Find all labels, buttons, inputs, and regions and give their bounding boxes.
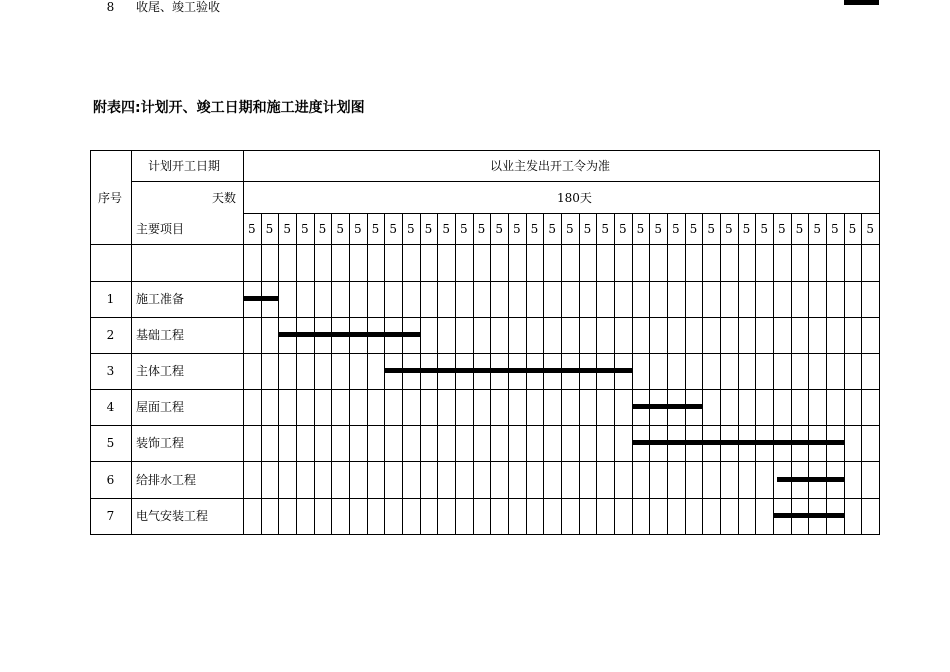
row-divider (90, 461, 880, 462)
row-divider (90, 353, 880, 354)
days-value: 180天 (557, 191, 592, 205)
progress-bar (278, 332, 419, 337)
item-header: 主要项目 (136, 222, 185, 236)
day-header-cell: 5 (530, 222, 539, 236)
grid-column-line (349, 213, 350, 535)
row-divider (90, 281, 880, 282)
day-header-cell: 5 (548, 222, 556, 236)
day-header-cell: 5 (336, 222, 344, 236)
day-header-cell: 5 (619, 222, 627, 236)
grid-column-line (844, 213, 845, 535)
day-header-cell: 5 (442, 222, 450, 236)
row-number: 2 (106, 328, 115, 342)
day-header-cell: 5 (760, 222, 768, 236)
day-header-cell: 5 (513, 222, 521, 236)
row-item-name: 收尾、竣工验收 (136, 0, 221, 14)
start-date-value: 以业主发出开工令为准 (490, 159, 611, 173)
day-header-cell: 5 (848, 222, 857, 236)
progress-bar (384, 368, 631, 373)
row-number: 1 (106, 292, 115, 306)
grid-column-line (826, 213, 827, 535)
row-divider (90, 498, 880, 499)
row-item-name: 电气安装工程 (136, 509, 209, 523)
day-header-cell: 5 (795, 222, 804, 236)
row-number: 8 (106, 0, 115, 14)
page-title: 附表四:计划开、竣工日期和施工进度计划图 (93, 100, 365, 116)
grid-column-line (508, 213, 509, 535)
day-header-cell: 5 (301, 222, 309, 236)
row-divider (90, 389, 880, 390)
day-header-cell: 5 (689, 222, 698, 236)
row-number: 4 (106, 400, 115, 414)
day-header-cell: 5 (407, 222, 415, 236)
start-date-label: 计划开工日期 (148, 159, 221, 173)
grid-column-line (561, 213, 562, 535)
progress-bar (777, 477, 846, 482)
day-header-cell: 5 (654, 222, 662, 236)
grid-column-line (384, 213, 385, 535)
row-divider (90, 425, 880, 426)
days-label: 天数 (212, 191, 237, 205)
row-divider (90, 317, 880, 318)
grid-column-line (861, 213, 862, 535)
grid-column-line (402, 213, 403, 535)
grid-column-line (296, 213, 297, 535)
day-header-cell: 5 (248, 222, 256, 236)
grid-column-line (579, 213, 580, 535)
day-header-cell: 5 (672, 222, 680, 236)
grid-column-line (331, 213, 332, 535)
day-header-cell: 5 (318, 222, 327, 236)
day-header-cell: 5 (354, 222, 362, 236)
table-border-right (879, 150, 880, 535)
day-header-cell: 5 (389, 222, 397, 236)
grid-column-line (667, 213, 668, 535)
day-header-cell: 5 (813, 222, 821, 236)
seq-header: 序号 (98, 191, 123, 205)
grid-column-line (773, 213, 774, 535)
day-header-cell: 5 (460, 222, 468, 236)
grid-column-line (632, 213, 633, 535)
column-divider (243, 150, 244, 535)
grid-column-line (649, 213, 650, 535)
progress-bar (632, 404, 703, 409)
row-item-name: 屋面工程 (136, 400, 185, 414)
day-header-cell: 5 (424, 222, 433, 236)
grid-column-line (755, 213, 756, 535)
grid-column-line (614, 213, 615, 535)
grid-column-line (314, 213, 315, 535)
day-header-cell: 5 (636, 222, 645, 236)
row-divider (90, 244, 880, 245)
progress-bar (632, 440, 844, 445)
day-header-cell: 5 (778, 222, 786, 236)
day-header-cell: 5 (371, 222, 380, 236)
day-header-cell: 5 (707, 222, 715, 236)
day-header-cell: 5 (495, 222, 503, 236)
day-header-cell: 5 (725, 222, 733, 236)
grid-column-line (720, 213, 721, 535)
table-border-bottom (90, 534, 880, 535)
progress-bar (773, 513, 844, 518)
day-header-cell: 5 (477, 222, 486, 236)
row-item-name: 装饰工程 (136, 436, 185, 450)
row-item-name: 基础工程 (136, 328, 185, 342)
grid-column-line (261, 213, 262, 535)
day-header-cell: 5 (583, 222, 592, 236)
grid-column-line (596, 213, 597, 535)
grid-column-line (791, 213, 792, 535)
grid-column-line (367, 213, 368, 535)
day-header-cell: 5 (283, 222, 291, 236)
grid-column-line (473, 213, 474, 535)
row-item-name: 给排水工程 (136, 472, 197, 487)
day-header-cell: 5 (265, 222, 274, 236)
row-number: 7 (106, 509, 115, 523)
grid-column-line (420, 213, 421, 535)
day-header-cell: 5 (742, 222, 751, 236)
grid-column-line (455, 213, 456, 535)
grid-column-line (702, 213, 703, 535)
column-divider (131, 150, 132, 535)
progress-bar (243, 296, 278, 301)
grid-column-line (738, 213, 739, 535)
row-number: 5 (106, 436, 115, 450)
day-header-cell: 5 (831, 222, 839, 236)
row-item-name: 施工准备 (136, 292, 185, 306)
grid-column-line (278, 213, 279, 535)
row-item-name: 主体工程 (136, 364, 185, 378)
grid-column-line (437, 213, 438, 535)
day-header-cell: 5 (601, 222, 609, 236)
grid-column-line (685, 213, 686, 535)
row-number: 6 (106, 472, 115, 487)
grid-column-line (490, 213, 491, 535)
row-number: 3 (106, 364, 115, 378)
grid-column-line (526, 213, 527, 535)
day-header-cell: 5 (566, 222, 574, 236)
grid-column-line (543, 213, 544, 535)
table-border-top (90, 150, 880, 151)
grid-column-line (808, 213, 809, 535)
day-header-cell: 5 (866, 222, 874, 236)
progress-bar (844, 0, 879, 5)
